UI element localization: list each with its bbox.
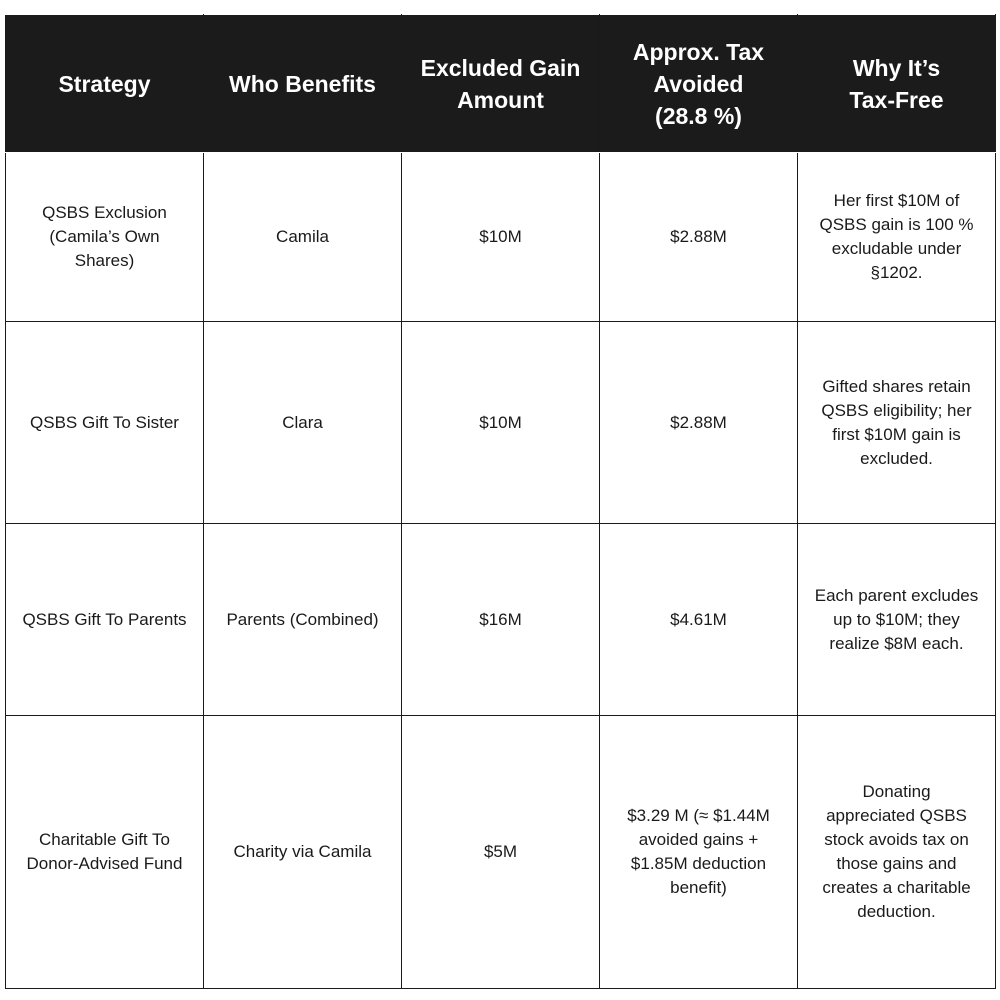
header-excluded-gain: Excluded Gain Amount <box>402 15 600 153</box>
table-row <box>6 153 996 322</box>
cell-who-benefits: Camila <box>204 153 402 322</box>
tax-strategy-table <box>5 14 996 989</box>
cell-tax-avoided: $4.61M <box>600 524 798 716</box>
cell-excluded-gain: $5M <box>402 716 600 989</box>
header-why-tax-free: Why It’s Tax-Free <box>798 15 996 153</box>
tax-strategy-table-wrapper <box>5 14 995 986</box>
cell-tax-avoided: $2.88M <box>600 153 798 322</box>
cell-strategy: QSBS Gift To Parents <box>6 524 204 716</box>
cell-strategy: Charitable Gift To Donor-Advised Fund <box>6 716 204 989</box>
cell-strategy: QSBS Gift To Sister <box>6 322 204 524</box>
header-strategy: Strategy <box>6 15 204 153</box>
cell-why-tax-free: Each parent excludes up to $10M; they realize $8M each. <box>798 524 996 716</box>
header-who-benefits: Who Benefits <box>204 15 402 153</box>
table-row <box>6 322 996 524</box>
table-row <box>6 716 996 989</box>
cell-tax-avoided: $2.88M <box>600 322 798 524</box>
table-row <box>6 524 996 716</box>
header-row <box>6 15 996 153</box>
cell-excluded-gain: $10M <box>402 322 600 524</box>
cell-who-benefits: Parents (Combined) <box>204 524 402 716</box>
cell-who-benefits: Clara <box>204 322 402 524</box>
header-tax-avoided: Approx. Tax Avoided (28.8 %) <box>600 15 798 153</box>
cell-who-benefits: Charity via Camila <box>204 716 402 989</box>
cell-why-tax-free: Gifted shares retain QSBS eligibility; her first $10M gain is excluded. <box>798 322 996 524</box>
cell-strategy: QSBS Exclusion (Camila’s Own Shares) <box>6 153 204 322</box>
cell-why-tax-free: Her first $10M of QSBS gain is 100 % excludable under §1202. <box>798 153 996 322</box>
cell-excluded-gain: $10M <box>402 153 600 322</box>
cell-why-tax-free: Donating appreciated QSBS stock avoids tax on those gains and creates a charitable deduction. <box>798 716 996 989</box>
cell-excluded-gain: $16M <box>402 524 600 716</box>
cell-tax-avoided: $3.29 M (≈ $1.44M avoided gains + $1.85M deduction benefit) <box>600 716 798 989</box>
